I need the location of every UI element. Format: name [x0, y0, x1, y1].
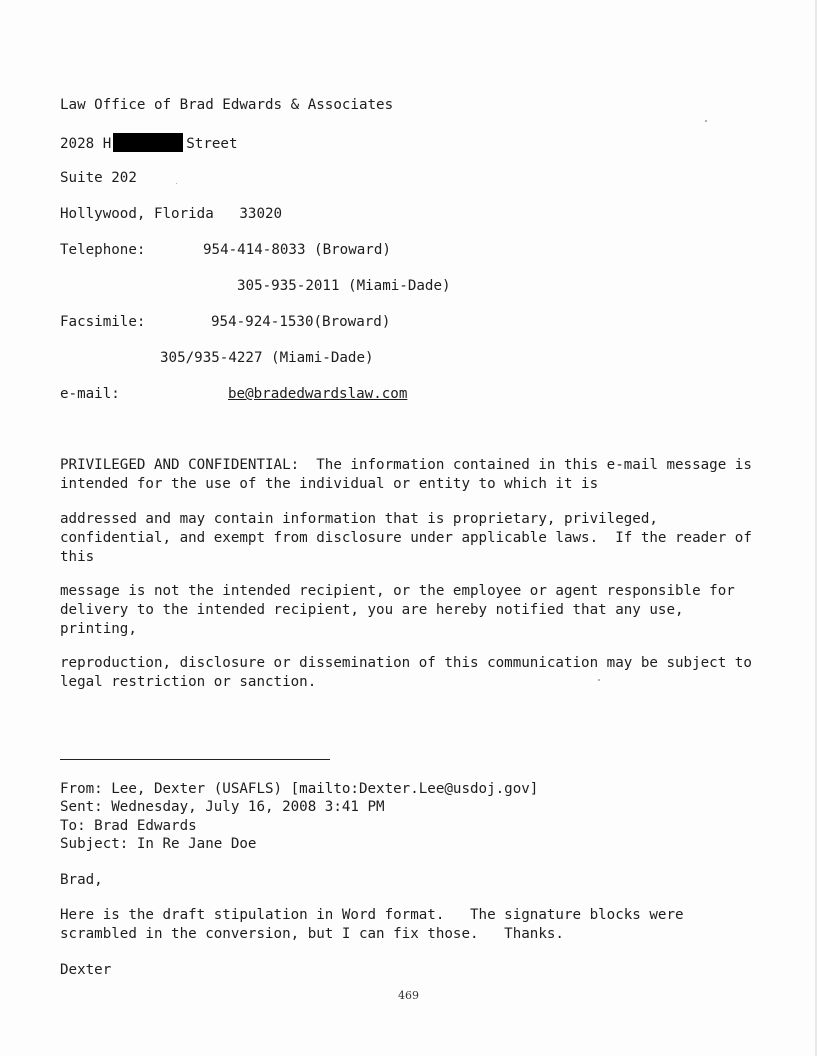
header-sent: Sent: Wednesday, July 16, 2008 3:41 PM [60, 799, 385, 815]
disclaimer-line: PRIVILEGED AND CONFIDENTIAL: The information contained in this e-mail message is [60, 457, 752, 473]
fax-label: Facsimile: [60, 314, 146, 330]
disclaimer-line: reproduction, disclosure or dissemination of this communication may be subject to [60, 655, 752, 671]
telephone-miami-dade: 305-935-2011 (Miami-Dade) [237, 278, 451, 294]
signoff: Dexter [60, 962, 112, 978]
fax-broward: 954-924-1530(Broward) [211, 314, 391, 330]
header-from: From: Lee, Dexter (USAFLS) [mailto:Dexter.Lee@usdoj.gov] [60, 781, 539, 797]
disclaimer-line: legal restriction or sanction. [60, 674, 317, 690]
street-suffix: Street [186, 136, 238, 152]
disclaimer-line: confidential, and exempt from disclosure under applicable laws. If the reader of [60, 530, 752, 546]
body-line: Here is the draft stipulation in Word format. The signature blocks were [60, 907, 684, 923]
body-line: scrambled in the conversion, but I can fix those. Thanks. [60, 926, 564, 942]
email-label: e-mail: [60, 386, 120, 402]
disclaimer-line: addressed and may contain information that is proprietary, privileged, [60, 511, 658, 527]
street-address [60, 133, 238, 153]
greeting: Brad, [60, 872, 103, 888]
disclaimer-line: delivery to the intended recipient, you are hereby notified that any use, [60, 602, 684, 618]
disclaimer-line: this [60, 549, 95, 565]
scan-speck [176, 183, 177, 184]
header-to: To: Brad Edwards [60, 818, 197, 834]
scan-speck [705, 120, 707, 122]
firm-name: Law Office of Brad Edwards & Associates [60, 97, 394, 113]
disclaimer-line: intended for the use of the individual or entity to which it is [60, 476, 599, 492]
header-subject: Subject: In Re Jane Doe [60, 836, 257, 852]
scan-speck [598, 679, 600, 681]
telephone-broward: 954-414-8033 (Broward) [203, 242, 391, 258]
telephone-label: Telephone: [60, 242, 146, 258]
page-number: 469 [398, 989, 419, 1002]
redaction-bar [113, 133, 183, 152]
fax-miami-dade: 305/935-4227 (Miami-Dade) [160, 350, 374, 366]
street-number: 2028 H [60, 136, 112, 152]
suite: Suite 202 [60, 170, 137, 186]
disclaimer-line: printing, [60, 621, 137, 637]
disclaimer-line: message is not the intended recipient, or the employee or agent responsible for [60, 583, 735, 599]
city-state-zip: Hollywood, Florida 33020 [60, 206, 283, 222]
email-link[interactable]: be@bradedwardslaw.com [228, 386, 408, 402]
separator-rule [60, 759, 330, 760]
